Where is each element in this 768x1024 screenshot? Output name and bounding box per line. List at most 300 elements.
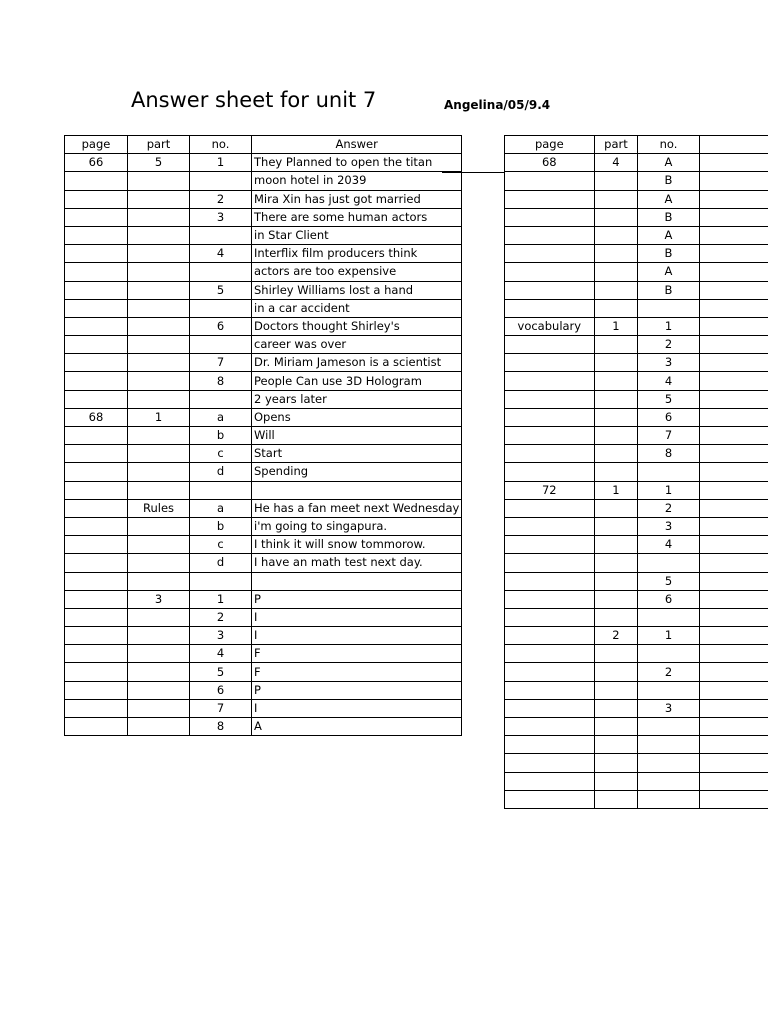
cell-answer: Doctors thought Shirley's [252, 317, 462, 335]
cell-page [505, 681, 595, 699]
cell-part [594, 645, 638, 663]
cell-part [128, 463, 190, 481]
table-row [505, 427, 768, 445]
table-row [65, 299, 462, 317]
cell-answer: in Star Client [252, 226, 462, 244]
cell-part [594, 299, 638, 317]
cell-page [505, 390, 595, 408]
cell-part [594, 463, 638, 481]
cell-no: 6 [638, 590, 699, 608]
cell-page [65, 699, 128, 717]
table-row [65, 245, 462, 263]
cell-no [638, 736, 699, 754]
table-row [65, 590, 462, 608]
cell-blank [699, 390, 768, 408]
cell-no [638, 645, 699, 663]
cell-part [594, 772, 638, 790]
cell-page: 72 [505, 481, 595, 499]
cell-part [128, 281, 190, 299]
cell-blank [699, 590, 768, 608]
cell-part [128, 390, 190, 408]
cell-page [505, 427, 595, 445]
cell-no [190, 336, 252, 354]
table-row [505, 245, 768, 263]
cell-part [128, 572, 190, 590]
table-row [505, 627, 768, 645]
cell-answer [252, 481, 462, 499]
table-row [505, 772, 768, 790]
cell-part [128, 481, 190, 499]
cell-part [594, 372, 638, 390]
cell-part [594, 172, 638, 190]
cell-no [638, 608, 699, 626]
cell-no: 2 [638, 663, 699, 681]
cell-no: 2 [638, 336, 699, 354]
table-row [505, 718, 768, 736]
cell-answer: Interflix film producers think [252, 245, 462, 263]
cell-page [65, 554, 128, 572]
cell-no: c [190, 445, 252, 463]
cell-part [128, 190, 190, 208]
cell-no [638, 772, 699, 790]
cell-page [65, 681, 128, 699]
table-row [505, 554, 768, 572]
cell-no: a [190, 499, 252, 517]
cell-answer: P [252, 681, 462, 699]
cell-blank [699, 772, 768, 790]
cell-answer: I [252, 608, 462, 626]
cell-part [128, 554, 190, 572]
cell-no [638, 681, 699, 699]
cell-page [505, 172, 595, 190]
cell-no [638, 790, 699, 808]
table-row [505, 481, 768, 499]
cell-part [594, 354, 638, 372]
cell-page [65, 481, 128, 499]
cell-part [128, 645, 190, 663]
cell-part: 3 [128, 590, 190, 608]
cell-page: 66 [65, 154, 128, 172]
cell-page [65, 572, 128, 590]
cell-part [594, 718, 638, 736]
cell-page [505, 699, 595, 717]
table-row [65, 517, 462, 535]
cell-page [65, 536, 128, 554]
cell-page [505, 736, 595, 754]
cell-page [65, 517, 128, 535]
table-row [65, 281, 462, 299]
cell-part [594, 445, 638, 463]
cell-no: 4 [190, 645, 252, 663]
cell-no: a [190, 408, 252, 426]
cell-page [65, 627, 128, 645]
cell-no: A [638, 226, 699, 244]
cell-part [128, 263, 190, 281]
cell-page [65, 608, 128, 626]
table-row [505, 445, 768, 463]
cell-part [594, 572, 638, 590]
cell-answer: moon hotel in 2039 [252, 172, 462, 190]
cell-page [505, 463, 595, 481]
table-row [65, 172, 462, 190]
cell-page [505, 245, 595, 263]
cell-answer: P [252, 590, 462, 608]
cell-blank [699, 754, 768, 772]
cell-no: d [190, 554, 252, 572]
answer-table-left [64, 135, 462, 736]
table-row [505, 354, 768, 372]
cell-no: 2 [638, 499, 699, 517]
cell-no [190, 481, 252, 499]
table-row [65, 390, 462, 408]
table-row [505, 699, 768, 717]
cell-page [65, 190, 128, 208]
table-row [505, 408, 768, 426]
cell-part [594, 754, 638, 772]
cell-no [190, 390, 252, 408]
column-header-page: page [65, 136, 128, 154]
table-row [505, 226, 768, 244]
cell-blank [699, 263, 768, 281]
cell-blank [699, 499, 768, 517]
cell-part [594, 517, 638, 535]
cell-blank [699, 245, 768, 263]
cell-answer: Spending [252, 463, 462, 481]
cell-part [594, 663, 638, 681]
cell-no [190, 263, 252, 281]
cell-no [190, 226, 252, 244]
cell-page [65, 245, 128, 263]
table-row [65, 208, 462, 226]
cell-blank [699, 226, 768, 244]
cell-part [128, 445, 190, 463]
cell-no: 6 [190, 681, 252, 699]
cell-no: 5 [190, 281, 252, 299]
cell-part [594, 245, 638, 263]
cell-page [65, 263, 128, 281]
cell-answer: 2 years later [252, 390, 462, 408]
table-row [65, 608, 462, 626]
cell-page [65, 336, 128, 354]
cell-part [128, 608, 190, 626]
cell-page [505, 354, 595, 372]
table-row [505, 281, 768, 299]
table-row [505, 608, 768, 626]
cell-answer: I have an math test next day. [252, 554, 462, 572]
table-row [505, 790, 768, 808]
cell-page [505, 499, 595, 517]
cell-no: 7 [190, 354, 252, 372]
table-row [65, 718, 462, 736]
cell-part [594, 208, 638, 226]
cell-blank [699, 481, 768, 499]
cell-answer: People Can use 3D Hologram [252, 372, 462, 390]
cell-answer: actors are too expensive [252, 263, 462, 281]
cell-blank [699, 372, 768, 390]
cell-page [505, 226, 595, 244]
cell-blank [699, 790, 768, 808]
cell-blank [699, 663, 768, 681]
cell-no: 1 [638, 317, 699, 335]
cell-blank [699, 536, 768, 554]
table-row [505, 681, 768, 699]
cell-no: 1 [638, 627, 699, 645]
cell-no: B [638, 208, 699, 226]
cell-part: 4 [594, 154, 638, 172]
cell-page [505, 608, 595, 626]
table-row [505, 336, 768, 354]
cell-no [638, 554, 699, 572]
cell-page [505, 190, 595, 208]
table-row [65, 463, 462, 481]
connector-line [442, 172, 504, 173]
cell-page [65, 226, 128, 244]
cell-no: 3 [638, 699, 699, 717]
cell-page [505, 336, 595, 354]
cell-answer: I [252, 627, 462, 645]
cell-page [505, 408, 595, 426]
cell-no [638, 299, 699, 317]
column-header-no: no. [190, 136, 252, 154]
table-row [65, 445, 462, 463]
cell-no [190, 572, 252, 590]
cell-blank [699, 154, 768, 172]
cell-answer [252, 572, 462, 590]
cell-no: d [190, 463, 252, 481]
cell-blank [699, 681, 768, 699]
table-row [65, 427, 462, 445]
cell-page [505, 208, 595, 226]
cell-no: B [638, 172, 699, 190]
table-row [65, 663, 462, 681]
cell-page: vocabulary [505, 317, 595, 335]
cell-page [65, 463, 128, 481]
table-row [65, 699, 462, 717]
cell-no [638, 463, 699, 481]
cell-page [65, 645, 128, 663]
cell-no: 2 [190, 190, 252, 208]
column-header-blank [699, 136, 768, 154]
cell-no [638, 718, 699, 736]
table-row [505, 299, 768, 317]
cell-answer: I [252, 699, 462, 717]
cell-no: 6 [638, 408, 699, 426]
table-row [65, 572, 462, 590]
cell-page [505, 299, 595, 317]
table-row [505, 736, 768, 754]
column-header-page: page [505, 136, 595, 154]
cell-no: 4 [638, 372, 699, 390]
cell-no: 1 [638, 481, 699, 499]
cell-no [638, 754, 699, 772]
cell-part [128, 718, 190, 736]
cell-no: B [638, 281, 699, 299]
cell-page: 68 [65, 408, 128, 426]
cell-part [128, 699, 190, 717]
table-row [65, 336, 462, 354]
column-header-part: part [594, 136, 638, 154]
cell-part: 1 [594, 317, 638, 335]
column-header-part: part [128, 136, 190, 154]
cell-part [594, 226, 638, 244]
cell-answer: Shirley Williams lost a hand [252, 281, 462, 299]
table-row [505, 172, 768, 190]
table-row [65, 408, 462, 426]
cell-no: 3 [190, 627, 252, 645]
cell-part [594, 790, 638, 808]
cell-answer: He has a fan meet next Wednesday [252, 499, 462, 517]
cell-page [505, 554, 595, 572]
cell-page [65, 172, 128, 190]
cell-part [594, 408, 638, 426]
cell-answer: Opens [252, 408, 462, 426]
cell-page [505, 263, 595, 281]
table-row [65, 681, 462, 699]
cell-answer: Dr. Miriam Jameson is a scientist [252, 354, 462, 372]
cell-page: 68 [505, 154, 595, 172]
cell-page [65, 317, 128, 335]
page-title: Answer sheet for unit 7 [131, 88, 377, 112]
table-row [505, 590, 768, 608]
cell-part [594, 263, 638, 281]
table-row [505, 754, 768, 772]
cell-part [594, 390, 638, 408]
cell-blank [699, 572, 768, 590]
cell-part [594, 554, 638, 572]
table-row [505, 663, 768, 681]
cell-answer: Start [252, 445, 462, 463]
cell-part [594, 590, 638, 608]
cell-part [128, 245, 190, 263]
cell-blank [699, 645, 768, 663]
cell-no: B [638, 245, 699, 263]
cell-page [505, 627, 595, 645]
cell-page [505, 754, 595, 772]
cell-page [505, 645, 595, 663]
table-row [65, 317, 462, 335]
cell-no: A [638, 263, 699, 281]
cell-part [128, 627, 190, 645]
cell-blank [699, 208, 768, 226]
cell-blank [699, 408, 768, 426]
cell-page [505, 663, 595, 681]
cell-page [65, 499, 128, 517]
cell-blank [699, 190, 768, 208]
cell-no: c [190, 536, 252, 554]
cell-no: A [638, 190, 699, 208]
cell-part [594, 190, 638, 208]
cell-no: b [190, 517, 252, 535]
cell-no: 1 [190, 590, 252, 608]
cell-answer: A [252, 718, 462, 736]
cell-page [65, 390, 128, 408]
table-row [65, 627, 462, 645]
cell-answer: F [252, 663, 462, 681]
cell-part [128, 681, 190, 699]
cell-part [594, 536, 638, 554]
table-row [505, 390, 768, 408]
cell-part [128, 536, 190, 554]
table-row [65, 154, 462, 172]
cell-page [505, 445, 595, 463]
cell-no: 2 [190, 608, 252, 626]
table-row [65, 354, 462, 372]
table-row [505, 208, 768, 226]
cell-page [65, 208, 128, 226]
cell-page [65, 445, 128, 463]
cell-blank [699, 336, 768, 354]
cell-part [128, 208, 190, 226]
cell-blank [699, 554, 768, 572]
cell-no: 5 [638, 572, 699, 590]
author-label: Angelina/05/9.4 [444, 98, 551, 112]
cell-no: 5 [190, 663, 252, 681]
cell-page [505, 372, 595, 390]
cell-page [65, 372, 128, 390]
answer-table-right [504, 135, 768, 809]
cell-blank [699, 281, 768, 299]
cell-page [505, 718, 595, 736]
cell-part [128, 427, 190, 445]
cell-part [594, 427, 638, 445]
cell-no: 7 [190, 699, 252, 717]
cell-part: Rules [128, 499, 190, 517]
cell-page [505, 790, 595, 808]
cell-blank [699, 608, 768, 626]
cell-no: 8 [190, 372, 252, 390]
cell-blank [699, 718, 768, 736]
column-header-answer: Answer [252, 136, 462, 154]
cell-part [128, 226, 190, 244]
cell-page [65, 427, 128, 445]
cell-blank [699, 427, 768, 445]
table-row [505, 154, 768, 172]
table-row [505, 517, 768, 535]
cell-no: 3 [190, 208, 252, 226]
table-row [65, 554, 462, 572]
cell-page [505, 281, 595, 299]
column-header-no: no. [638, 136, 699, 154]
header-row [65, 136, 462, 154]
cell-part [128, 299, 190, 317]
cell-part: 5 [128, 154, 190, 172]
cell-part: 2 [594, 627, 638, 645]
cell-no: 6 [190, 317, 252, 335]
cell-page [505, 517, 595, 535]
cell-blank [699, 445, 768, 463]
cell-page [65, 299, 128, 317]
cell-answer: There are some human actors [252, 208, 462, 226]
cell-part: 1 [594, 481, 638, 499]
cell-answer: I think it will snow tommorow. [252, 536, 462, 554]
cell-blank [699, 736, 768, 754]
cell-answer: Will [252, 427, 462, 445]
cell-page [65, 354, 128, 372]
cell-blank [699, 699, 768, 717]
cell-page [505, 590, 595, 608]
cell-part [594, 608, 638, 626]
cell-part [128, 172, 190, 190]
cell-blank [699, 317, 768, 335]
cell-no: 4 [190, 245, 252, 263]
header-row [505, 136, 768, 154]
cell-no [190, 299, 252, 317]
table-row [505, 645, 768, 663]
cell-answer: in a car accident [252, 299, 462, 317]
cell-page [505, 772, 595, 790]
cell-no [190, 172, 252, 190]
table-row [505, 536, 768, 554]
